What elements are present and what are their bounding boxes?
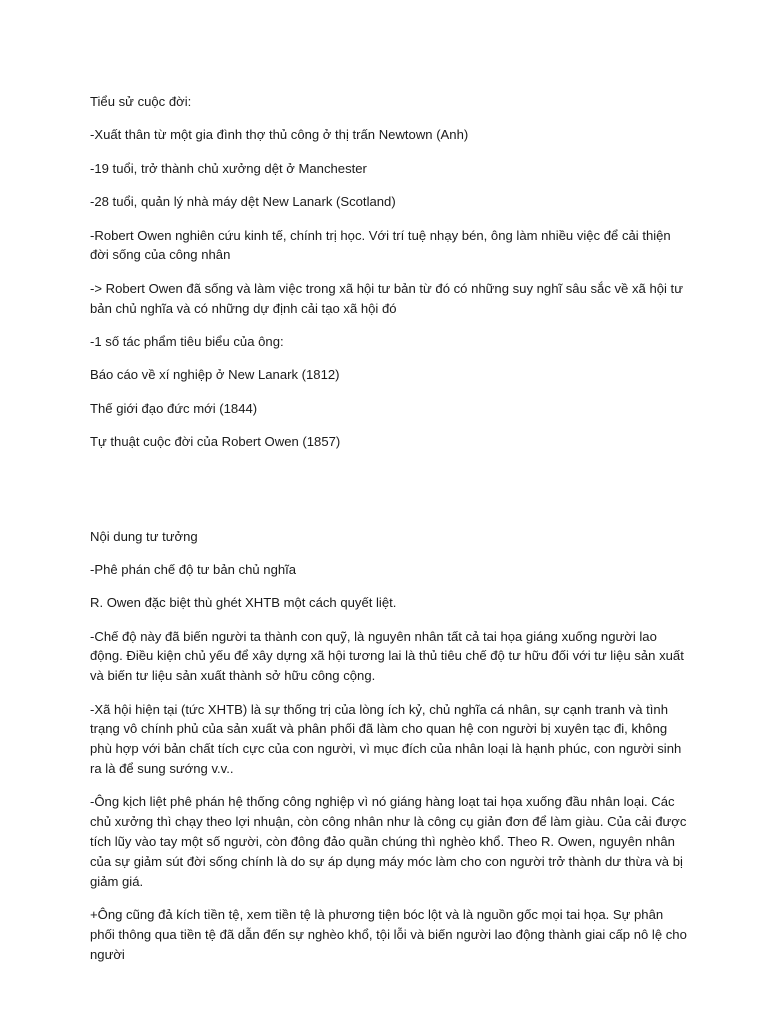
- document-body: [90, 92, 690, 978]
- ideology-paragraph: R. Owen đặc biệt thù ghét XHTB một cách quyết liệt.: [90, 595, 397, 611]
- ideology-paragraph: -Xã hội hiện tại (tức XHTB) là sự thống trị của lòng ích kỷ, chủ nghĩa cá nhân, sự cạnh tranh và tình trạng vô chính phủ của sản xuất và phân phối đã làm cho quan hệ con người bị xuyên tạc đi, không phù hợp với bản chất tích cực của con người, vì mục đích của nhân loại là hạnh phúc, con người sinh ra là để sung sướng v.v..: [90, 701, 682, 777]
- section-spacer: [90, 466, 690, 527]
- ideology-paragraph: +Ông cũng đả kích tiền tệ, xem tiền tệ là phương tiện bóc lột và là nguồn gốc mọi tai họa. Sự phân phối thông qua tiền tệ đã dẫn đến sự nghèo khổ, tội lỗi và biến người lao động thành giai cấp nô lệ cho người: [90, 907, 687, 962]
- work-item: Tự thuật cuộc đời của Robert Owen (1857): [90, 434, 341, 450]
- biography-age-28: -28 tuổi, quản lý nhà máy dệt New Lanark (Scotland): [90, 194, 396, 210]
- biography-heading: Tiểu sử cuộc đời:: [90, 94, 192, 109]
- ideology-paragraph: -Phê phán chế độ tư bản chủ nghĩa: [90, 561, 297, 577]
- biography-research: -Robert Owen nghiên cứu kinh tế, chính trị học. Với trí tuệ nhạy bén, ông làm nhiều việc để cải thiện đời sống của công nhân: [90, 227, 671, 263]
- ideology-paragraph: -Ông kịch liệt phê phán hệ thống công nghiệp vì nó giáng hàng loạt tai họa xuống đầu nhân loại. Các chủ xưởng thì chạy theo lợi nhuận, còn công nhân như là công cụ giản đơn để làm giàu. Của cải được tích lũy vào tay một số người, còn đông đảo quần chúng thì nghèo khổ. Theo R. Owen, nguyên nhân của sự giảm sút đời sống chính là do sự áp dụng máy móc làm cho con người trở thành dư thừa và bị giảm giá.: [90, 794, 687, 889]
- biography-origin: -Xuất thân từ một gia đình thợ thủ công ở thị trấn Newtown (Anh): [90, 127, 469, 143]
- biography-conclusion: -> Robert Owen đã sống và làm việc trong xã hội tư bản từ đó có những suy nghĩ sâu sắc về xã hội tư bản chủ nghĩa và có những dự định cải tạo xã hội đó: [90, 280, 683, 316]
- works-heading: -1 số tác phẩm tiêu biểu của ông:: [90, 333, 284, 349]
- biography-age-19: -19 tuổi, trở thành chủ xưởng dệt ở Manchester: [90, 160, 367, 176]
- ideology-paragraph: -Chế độ này đã biến người ta thành con quỹ, là nguyên nhân tất cả tai họa giáng xuống người lao động. Điều kiện chủ yếu để xây dựng xã hội tương lai là thủ tiêu chế độ tư hữu đối với tư liệu sản xuất và biến tư liệu sản xuất thành sở hữu công cộng.: [90, 628, 684, 684]
- ideology-heading: Nội dung tư tưởng: [90, 528, 198, 544]
- work-item: Báo cáo về xí nghiệp ở New Lanark (1812): [90, 367, 340, 383]
- work-item: Thế giới đạo đức mới (1844): [90, 400, 258, 416]
